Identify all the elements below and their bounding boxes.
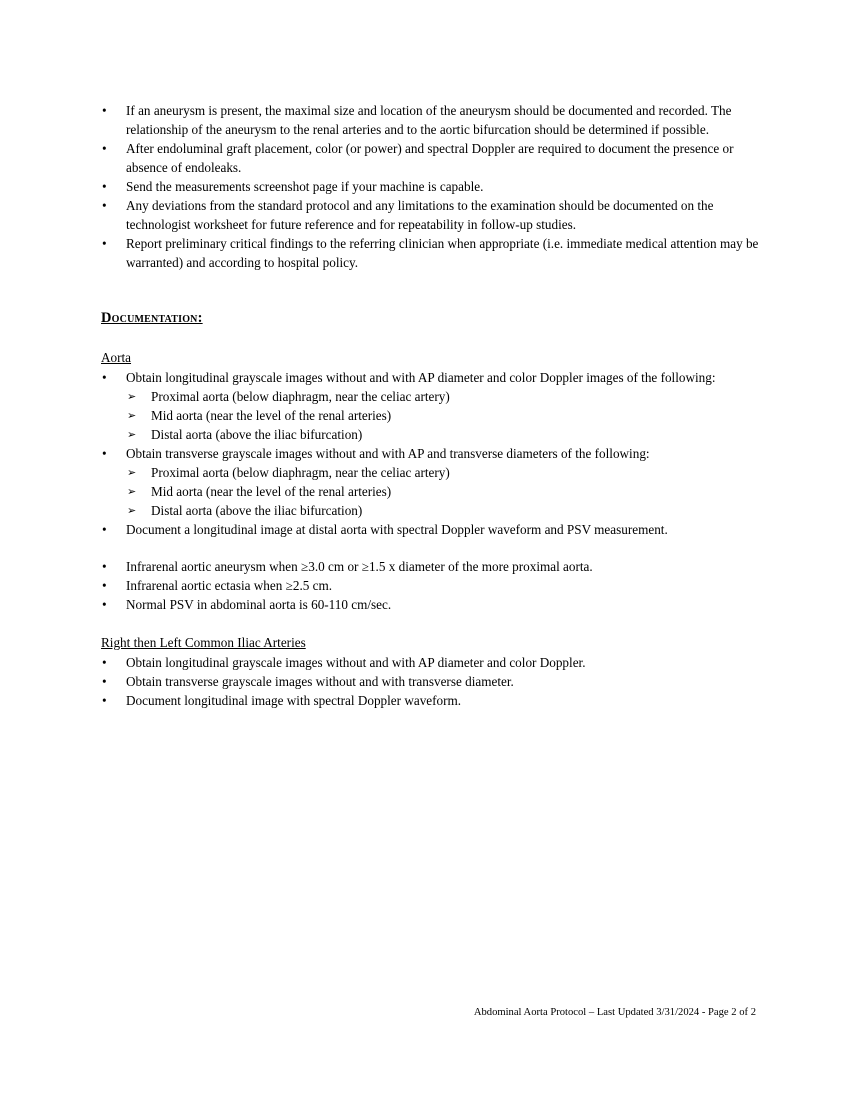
arrow-bullet-icon: ➢ [127, 409, 137, 422]
list-item-text: Send the measurements screenshot page if your machine is capable. [126, 179, 484, 194]
sub-list-item [101, 387, 781, 406]
aorta-subheading: Aorta [101, 350, 132, 365]
aorta-list [101, 368, 781, 539]
list-item-text: Report preliminary critical findings to the referring clinician when appropriate (i.e. immediate medical attention may be warranted) and according to hospital policy. [126, 236, 759, 270]
list-item-text: Obtain longitudinal grayscale images without and with AP diameter and color Doppler. [126, 655, 586, 670]
list-item [101, 196, 771, 234]
list-item [101, 557, 771, 576]
bullet-icon: • [102, 179, 107, 194]
list-item-text: Obtain transverse grayscale images without and with transverse diameter. [126, 674, 514, 689]
top-bullet-list [101, 101, 771, 272]
iliac-list [101, 653, 771, 710]
list-item-text: Normal PSV in abdominal aorta is 60-110 cm/sec. [126, 597, 392, 612]
list-item-text: Infrarenal aortic aneurysm when ≥3.0 cm or ≥1.5 x diameter of the more proximal aorta. [126, 559, 593, 574]
arrow-bullet-icon: ➢ [127, 466, 137, 479]
bullet-icon: • [102, 674, 107, 689]
arrow-bullet-icon: ➢ [127, 504, 137, 517]
sub-list-item [101, 406, 781, 425]
bullet-icon: • [102, 693, 107, 708]
sub-list-item [101, 463, 781, 482]
list-item [101, 177, 771, 196]
list-item [101, 576, 771, 595]
aorta-list-container [101, 368, 781, 539]
arrow-bullet-icon: ➢ [127, 390, 137, 403]
list-item-text: Obtain longitudinal grayscale images without and with AP diameter and color Doppler images of the following: [126, 370, 716, 385]
bullet-icon: • [102, 236, 107, 251]
iliac-list-container [101, 653, 771, 710]
list-item [101, 368, 781, 444]
bullet-icon: • [102, 198, 107, 213]
sub-list-item [101, 425, 781, 444]
sub-list-item-text: Proximal aorta (below diaphragm, near the celiac artery) [151, 465, 450, 480]
list-item-text: Document a longitudinal image at distal aorta with spectral Doppler waveform and PSV measurement. [126, 522, 668, 537]
sub-list-item-text: Distal aorta (above the iliac bifurcation) [151, 503, 363, 518]
list-item-text: If an aneurysm is present, the maximal size and location of the aneurysm should be documented and recorded. The relationship of the aneurysm to the renal arteries and to the aortic bifurcation should be determined if possible. [126, 103, 732, 137]
list-item [101, 139, 771, 177]
page-footer: Abdominal Aorta Protocol – Last Updated 3/31/2024 - Page 2 of 2 [473, 1007, 756, 1018]
sub-list-item-text: Proximal aorta (below diaphragm, near the celiac artery) [151, 389, 450, 404]
iliac-subheading: Right then Left Common Iliac Arteries [101, 635, 306, 650]
list-item [101, 653, 771, 672]
list-item [101, 595, 771, 614]
top-bullet-list-container [101, 101, 771, 272]
list-item [101, 691, 771, 710]
list-item-text: Obtain transverse grayscale images without and with AP and transverse diameters of the following: [126, 446, 650, 461]
list-item-text: After endoluminal graft placement, color (or power) and spectral Doppler are required to document the presence or absence of endoleaks. [126, 141, 734, 175]
sub-list-item [101, 501, 781, 520]
sub-list-item-text: Mid aorta (near the level of the renal arteries) [151, 408, 392, 423]
list-item [101, 101, 771, 139]
sub-list [101, 463, 781, 520]
bullet-icon: • [102, 446, 107, 461]
sub-list-item-text: Distal aorta (above the iliac bifurcation) [151, 427, 363, 442]
list-item [101, 520, 781, 539]
list-item-text: Document longitudinal image with spectral Doppler waveform. [126, 693, 462, 708]
aorta-criteria-container [101, 557, 771, 614]
sub-list-item-text: Mid aorta (near the level of the renal arteries) [151, 484, 392, 499]
sub-list-item [101, 482, 781, 501]
sub-list [101, 387, 781, 444]
bullet-icon: • [102, 103, 107, 118]
bullet-icon: • [102, 141, 107, 156]
list-item-text: Infrarenal aortic ectasia when ≥2.5 cm. [126, 578, 333, 593]
arrow-bullet-icon: ➢ [127, 485, 137, 498]
bullet-icon: • [102, 559, 107, 574]
list-item [101, 672, 771, 691]
arrow-bullet-icon: ➢ [127, 428, 137, 441]
list-item [101, 234, 771, 272]
bullet-icon: • [102, 370, 107, 385]
bullet-icon: • [102, 578, 107, 593]
list-item-text: Any deviations from the standard protocol and any limitations to the examination should be documented on the technologist worksheet for future reference and for repeatability in follow-up studies. [126, 198, 714, 232]
bullet-icon: • [102, 655, 107, 670]
documentation-heading: Documentation: [101, 310, 203, 326]
bullet-icon: • [102, 522, 107, 537]
list-item [101, 444, 781, 520]
bullet-icon: • [102, 597, 107, 612]
aorta-criteria-list [101, 557, 771, 614]
